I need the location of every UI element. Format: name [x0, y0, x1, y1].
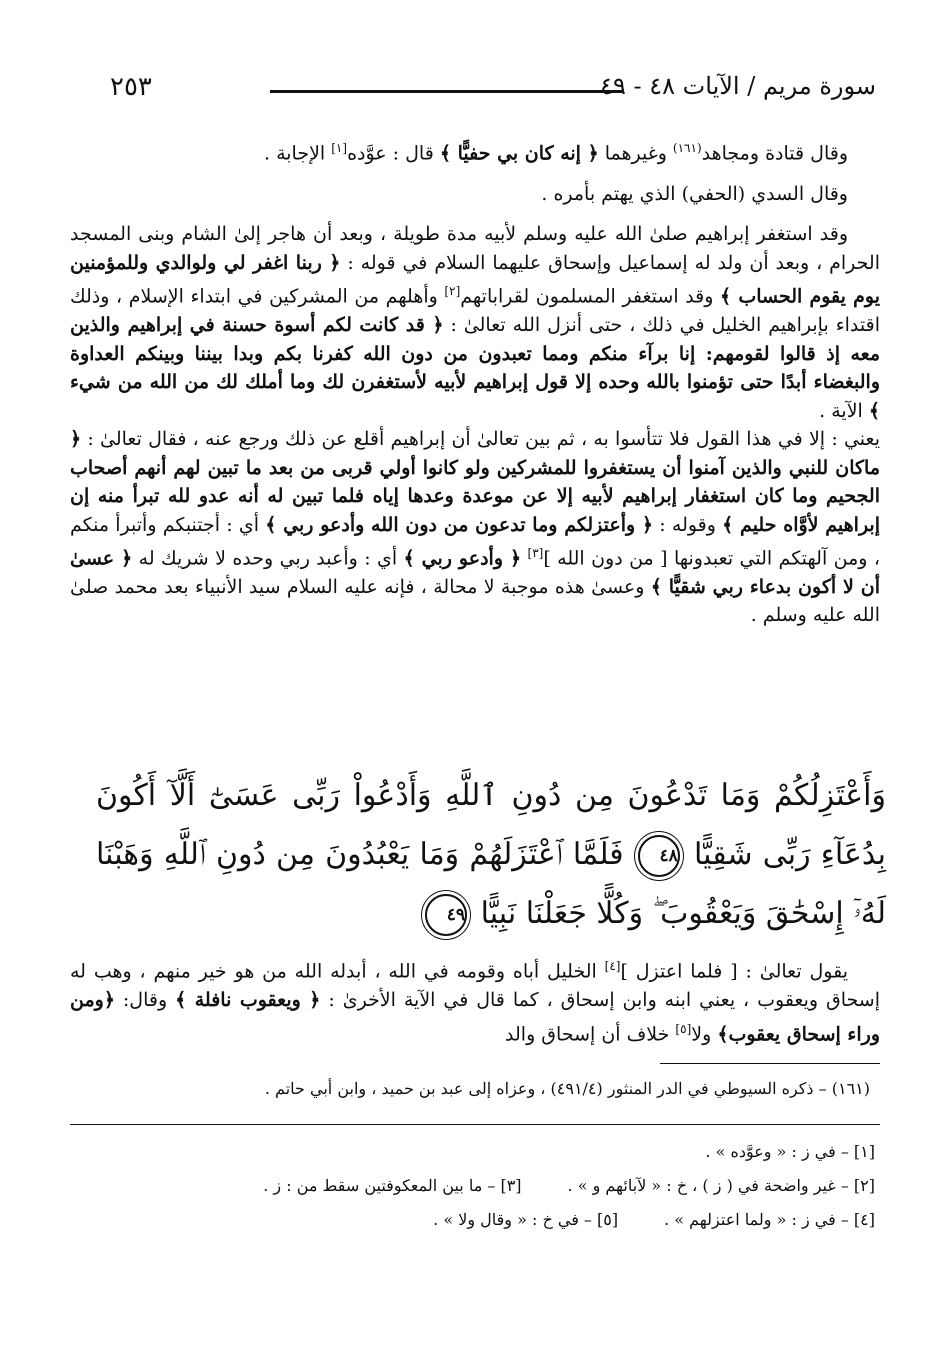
paragraph-5: يقول تعالىٰ : [ فلما اعتزل ][٤] الخليل أباه وقومه في الله ، أبدله الله من هو خير منهم ، وهب له إسحاق ويعقوب ، يعني ابنه وابن إسحاق ، كما قال في الآية الأخرىٰ : ﴿ ويعقوب نافلة ﴾ وقال: ﴿ومن وراء إسحاق يعقوب﴾ ولا[٥] خلاف أن إسحاق والد — [70, 959, 880, 1046]
commentary-text — [70, 134, 880, 630]
verse-48-text: وَأَعْتَزِلُكُمْ وَمَا تَدْعُونَ مِن دُونِ ٱللَّهِ وَأَدْعُواْ رَبِّى عَسَىٰٓ أَلَّآ أَكُونَ بِدُعَآءِ رَبِّى شَقِيًّا — [96, 778, 886, 872]
note-line-3 — [150, 1210, 875, 1244]
footnote-ref: (١٦١) — [672, 141, 702, 155]
page-header — [104, 68, 876, 108]
ayah-number-marker: ٤٨ — [638, 835, 680, 877]
note-4: [٤] – في ز : « ولما اعتزلهم » . — [664, 1210, 875, 1229]
notes-rule — [70, 1124, 880, 1125]
footnote-ref: [٤] — [604, 959, 621, 973]
footnote-rule — [660, 1063, 880, 1064]
footnote-161: (١٦١) – ذكره السيوطي في الدر المنثور (٤٩١/٤) ، وعزاه إلى عبد بن حميد ، وابن أبي حاتم . — [264, 1079, 870, 1098]
quran-quote: ﴿ومن وراء إسحاق يعقوب﴾ — [70, 989, 880, 1046]
quran-quote: ﴿ وأدعو ربي ﴾ — [403, 547, 522, 570]
paragraph-1: وقال قتادة ومجاهد$^{(١٦١)}$ وغيرهما ﴿ إنه كان بي حفيًّا ﴾ قال : عوَّده[١] الإجابة . — [263, 141, 848, 165]
note-line-1 — [150, 1142, 875, 1176]
note-3: [٣] – ما بين المعكوفتين سقط من : ز . — [263, 1176, 522, 1195]
header-rule — [270, 90, 622, 93]
verse-49-text: فَلَمَّا ٱعْتَزَلَهُمْ وَمَا يَعْبُدُونَ مِن دُونِ ٱللَّهِ وَهَبْنَا لَهُۥٓ إِسْحَٰقَ وَيَعْقُوبَ ۖ وَكُلًّا جَعَلْنَا نَبِيًّا — [96, 837, 886, 931]
quran-quote: ﴿ وأعتزلكم وما تدعون من دون الله وأدعو ربي ﴾ — [265, 513, 654, 536]
paragraph-4: يعني : إلا في هذا القول فلا تتأسوا به ، ثم بين تعالىٰ أن إبراهيم أقلع عن ذلك ورجع عنه ، فقال تعالىٰ : ﴿ ماكان للنبي والذين آمنوا أن يستغفروا للمشركين ولو كانوا أولي قربى من بعد ما تبين لهم أنهم أصحاب الجحيم وما كان استغفار إبراهيم لأبيه إلا عن موعدة وعدها إياه فلما تبين له أنه عدو لله تبرأ منه إن إبراهيم لأوَّاه حليم ﴾ وقوله : ﴿ وأعتزلكم وما تدعون من دون الله وأدعو ربي ﴾ أي : أجتنبكم وأتبرأ منكم ، ومن آلهتكم التي تعبدونها [ من دون الله ][٣] ﴿ وأدعو ربي ﴾ أي : وأعبد ربي وحده لا شريك له ﴿ عسىٰ أن لا أكون بدعاء ربي شقيًّا ﴾ وعسىٰ هذه موجبة لا محالة ، فإنه عليه السلام سيد الأنبياء بعد محمد صلىٰ الله عليه وسلم . — [70, 428, 880, 627]
note-2: [٢] – غير واضحة في ( ز ) ، خ : « لآبائهم و » . — [567, 1176, 875, 1195]
note-line-2 — [150, 1176, 875, 1210]
note-5: [٥] – في خ : « وقال ولا » . — [433, 1210, 619, 1229]
quran-verses — [96, 766, 886, 943]
page-number: ٢٥٣ — [110, 72, 152, 102]
running-title: سورة مريم / الآيات ٤٨ - ٤٩ — [600, 72, 876, 100]
quran-quote: ﴿ إنه كان بي حفيًّا ﴾ — [439, 142, 599, 165]
footnote-ref: [٣] — [527, 546, 544, 561]
quran-quote: ﴿ عسىٰ أن لا أكون بدعاء ربي شقيًّا ﴾ — [70, 547, 880, 598]
note-1: [١] – في ز : « وعوَّده » . — [705, 1142, 875, 1161]
quran-quote: ﴿ ماكان للنبي والذين آمنوا أن يستغفروا للمشركين ولو كانوا أولي قربى من بعد ما تبين لهم أنهم أصحاب الجحيم وما كان استغفار إبراهيم لأبيه إلا عن موعدة وعدها إياه فلما تبين له أنه عدو لله تبرأ منه إن إبراهيم لأوَّاه حليم ﴾ — [70, 428, 880, 536]
quran-quote: ﴿ ويعقوب نافلة ﴾ — [175, 989, 321, 1012]
footnote-ref: [٥] — [675, 1022, 692, 1037]
ayah-number-marker: ٤٩ — [425, 894, 467, 936]
paragraph-2: وقال السدي (الحفي) الذي يهتم بأمره . — [541, 182, 848, 205]
footnote-ref: [٢] — [444, 284, 461, 299]
manuscript-notes — [150, 1142, 875, 1244]
footnote-ref: [١] — [331, 141, 348, 155]
commentary-continuation — [70, 952, 880, 1050]
paragraph-3: وقد استغفر إبراهيم صلىٰ الله عليه وسلم لأبيه مدة طويلة ، وبعد أن هاجر إلىٰ الشام وبنى المسجد الحرام ، وبعد أن ولد له إسماعيل وإسحاق عليهما السلام في قوله : ﴿ ربنا اغفر لي ولوالدي وللمؤمنين يوم يقوم الحساب ﴾ وقد استغفر المسلمون لقراباتهم[٢] وأهلهم من المشركين في ابتداء الإسلام ، وذلك اقتداء بإبراهيم الخليل في ذلك ، حتى أنزل الله تعالىٰ : ﴿ قد كانت لكم أسوة حسنة في إبراهيم والذين معه إذ قالوا لقومهم: إنا برآء منكم ومما تعبدون من دون الله كفرنا بكم وبدا بيننا وبينكم العداوة والبغضاء أبدًا حتى تؤمنوا بالله وحده إلا قول إبراهيم لأبيه لأستغفرن لك وما أملك لك من الله من شيء ﴾ الآية . — [70, 223, 881, 422]
quran-quote: ﴿ قد كانت لكم أسوة حسنة في إبراهيم والذين معه إذ قالوا لقومهم: إنا برآء منكم ومما تعبدون من دون الله كفرنا بكم وبدا بيننا وبينكم العداوة والبغضاء أبدًا حتى تؤمنوا بالله وحده إلا قول إبراهيم لأبيه لأستغفرن لك وما أملك لك من الله من شيء ﴾ — [70, 314, 880, 422]
quran-quote: ﴿ ربنا اغفر لي ولوالدي وللمؤمنين يوم يقوم الحساب ﴾ — [70, 251, 880, 308]
